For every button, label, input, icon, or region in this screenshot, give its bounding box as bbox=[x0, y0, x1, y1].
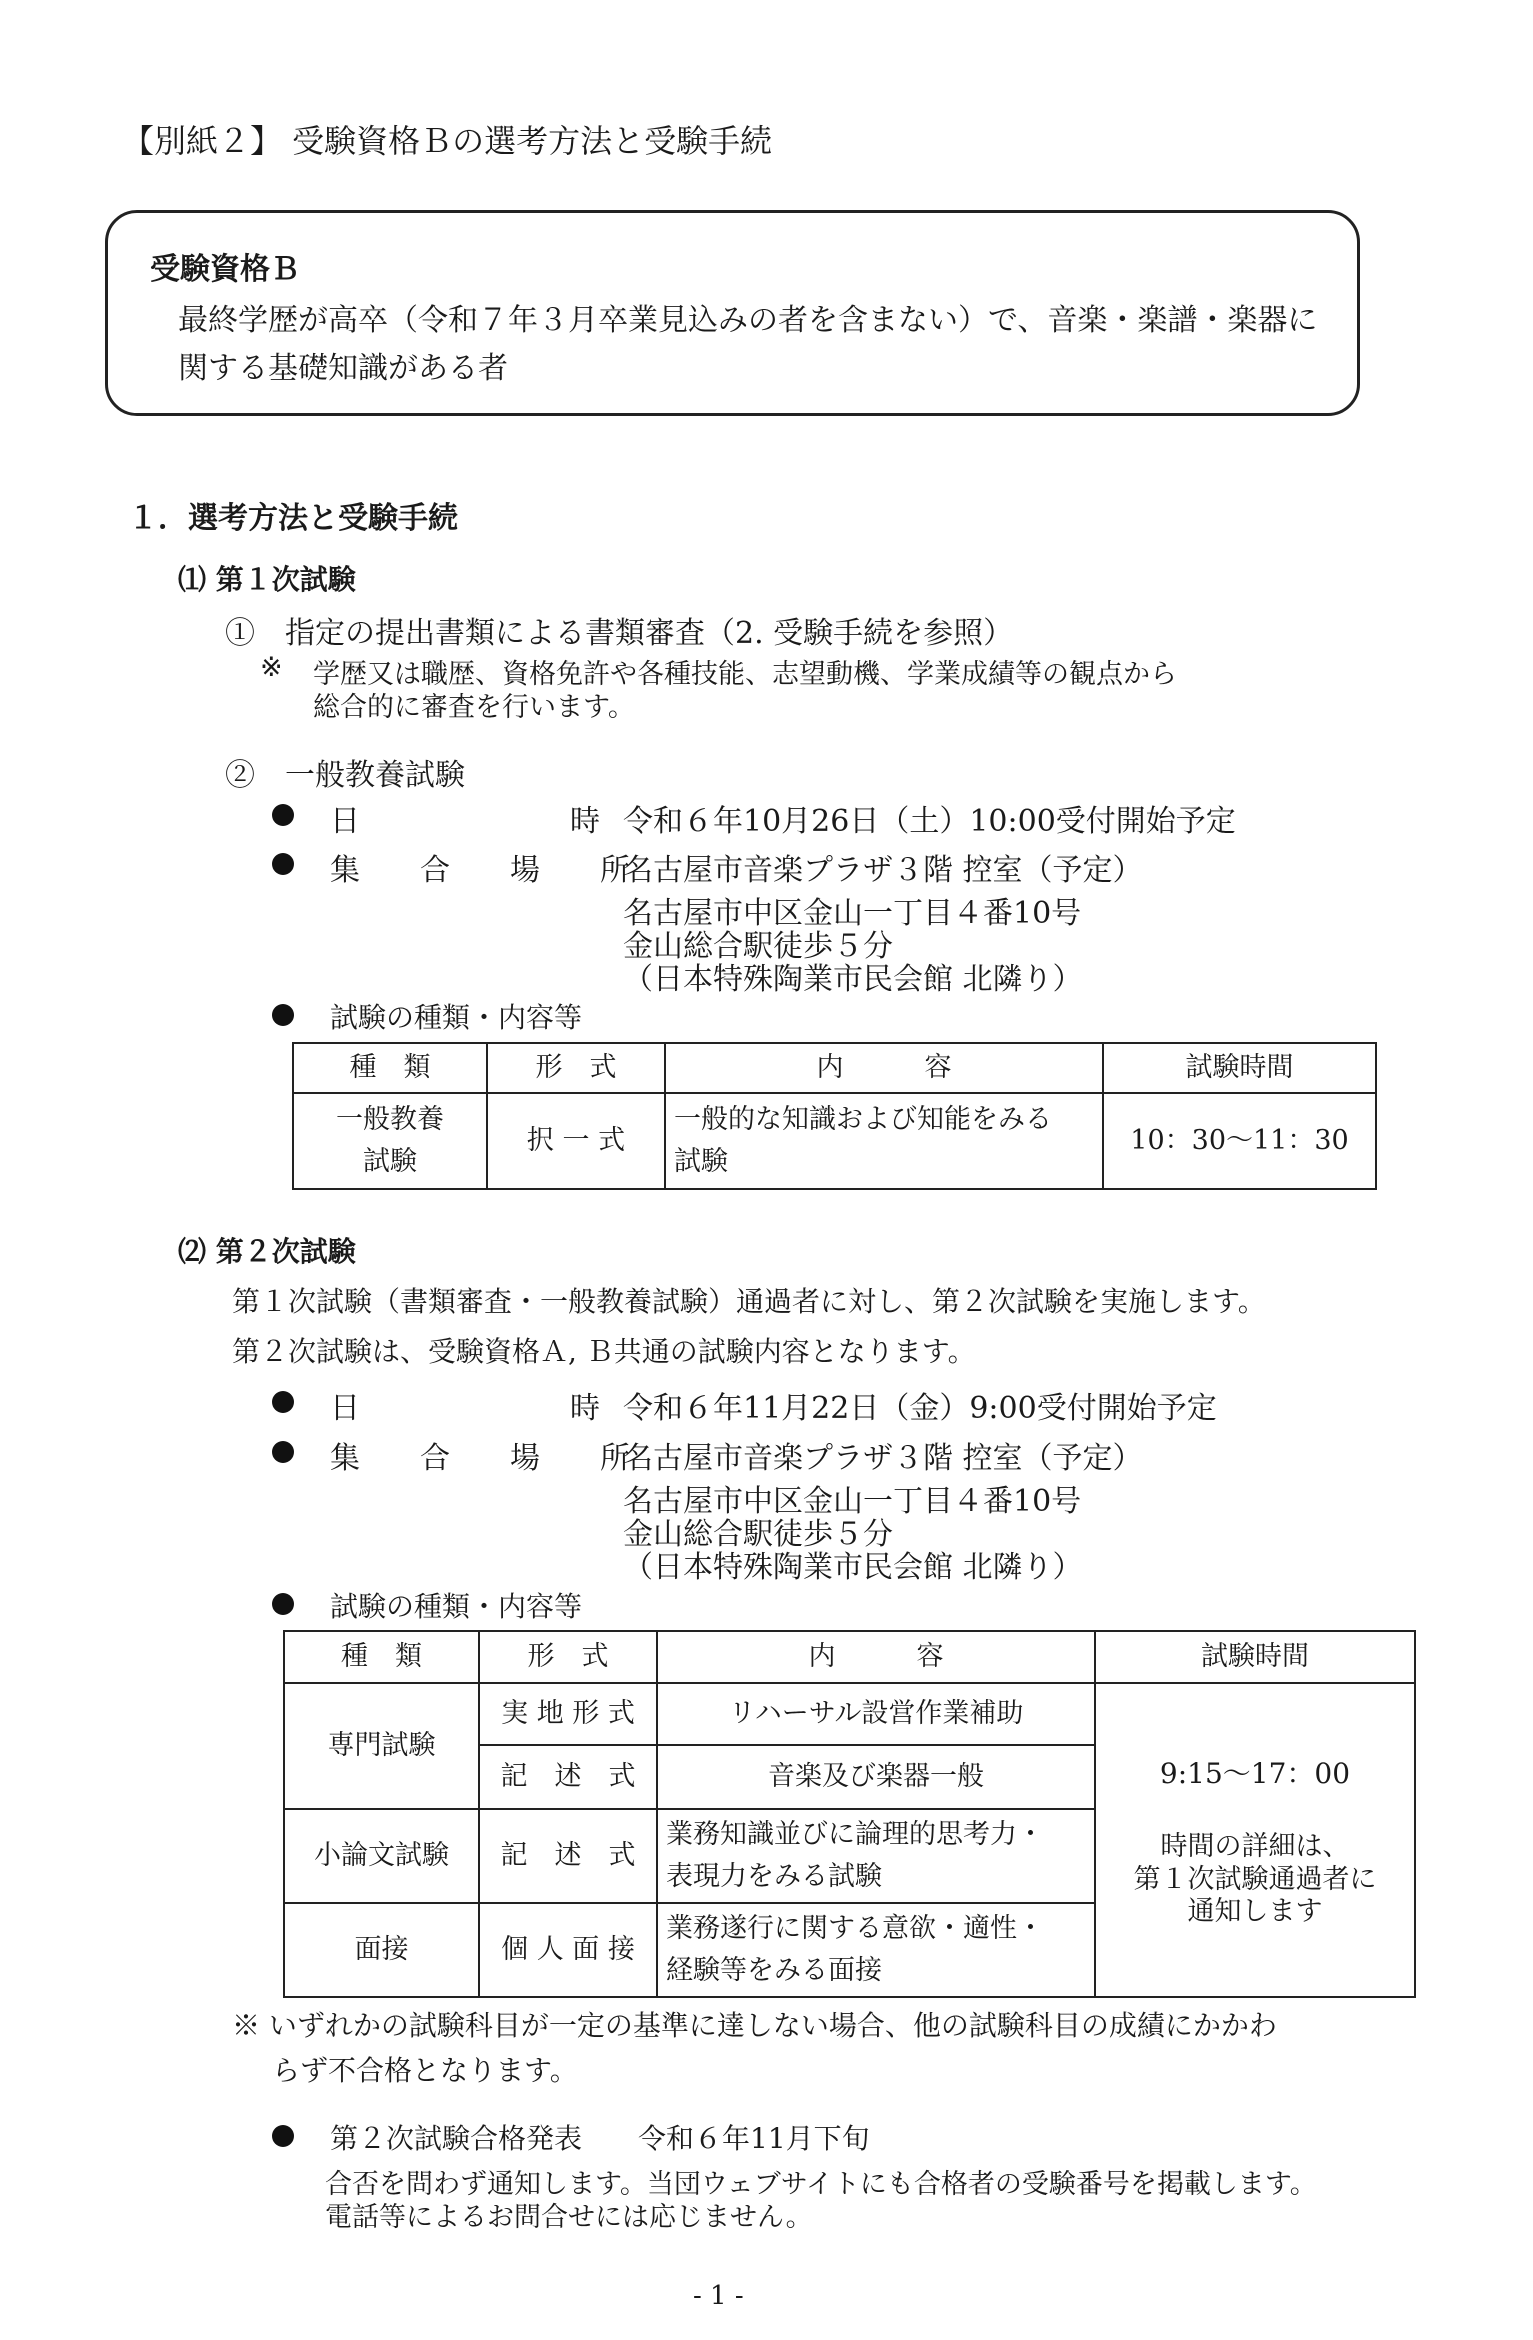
qualification-title: 受験資格Ｂ bbox=[150, 252, 300, 287]
table-cell bbox=[657, 1903, 1095, 1997]
time-note: 第１次試験通過者に bbox=[1133, 1863, 1377, 1895]
place-line: 名古屋市音楽プラザ３階 控室（予定） bbox=[623, 853, 1143, 888]
second-exam-table bbox=[283, 1630, 1416, 1998]
exam-content: 業務遂行に関する意欲・適性・ bbox=[666, 1913, 1044, 1945]
note-line2: 総合的に審査を行います。 bbox=[313, 692, 635, 723]
warning-line2: らず不合格となります。 bbox=[272, 2054, 578, 2087]
bullet-icon bbox=[272, 2125, 294, 2147]
place-line: 名古屋市中区金山一丁目４番10号 bbox=[623, 1484, 1082, 1519]
date-label: 日 時 bbox=[330, 1391, 600, 1426]
first-exam-heading: ⑴ 第１次試験 bbox=[178, 563, 356, 596]
date-value: 令和６年10月26日（土）10:00受付開始予定 bbox=[623, 804, 1236, 839]
table-row bbox=[284, 1683, 1415, 1745]
exam-content: 表現力をみる試験 bbox=[666, 1861, 882, 1892]
bullet-icon bbox=[272, 1593, 294, 1615]
table-header: 内 容 bbox=[657, 1631, 1095, 1683]
bullet-icon bbox=[272, 853, 294, 875]
place-line: 名古屋市中区金山一丁目４番10号 bbox=[623, 896, 1082, 931]
exam-format: 択 一 式 bbox=[487, 1093, 665, 1189]
bullet-icon bbox=[272, 1441, 294, 1463]
place-line: （日本特殊陶業市民会館 北隣り） bbox=[623, 1550, 1083, 1585]
exam-time: 9:15〜17：00 bbox=[1159, 1756, 1351, 1790]
exam-type: 試験 bbox=[363, 1146, 417, 1177]
table-cell bbox=[657, 1809, 1095, 1903]
exam-format: 記 述 式 bbox=[479, 1745, 657, 1809]
table-cell bbox=[293, 1093, 487, 1189]
second-exam-heading: ⑵ 第２次試験 bbox=[178, 1235, 356, 1268]
note-mark: ※ bbox=[260, 652, 283, 683]
note-line1: 学歴又は職歴、資格免許や各種技能、志望動機、学業成績等の観点から bbox=[313, 659, 1177, 690]
exam-format: 実 地 形 式 bbox=[479, 1683, 657, 1745]
table-header: 試験時間 bbox=[1095, 1631, 1415, 1683]
bullet-icon bbox=[272, 1004, 294, 1026]
section-heading: １．選考方法と受験手続 bbox=[128, 501, 458, 536]
warning-line1: ※ いずれかの試験科目が一定の基準に達しない場合、他の試験科目の成績にかかわ bbox=[232, 2009, 1277, 2042]
page-number: - 1 - bbox=[693, 2281, 744, 2311]
exam-types-label: 試験の種類・内容等 bbox=[330, 1590, 583, 1623]
table-header: 種 類 bbox=[284, 1631, 479, 1683]
exam-type: 面接 bbox=[284, 1903, 479, 1997]
qualification-text-line1: 最終学歴が高卒（令和７年３月卒業見込みの者を含まない）で、音楽・楽譜・楽器に bbox=[178, 303, 1318, 338]
place-line: 金山総合駅徒歩５分 bbox=[623, 1517, 893, 1552]
bullet-icon bbox=[272, 1391, 294, 1413]
exam-type: 一般教養 bbox=[336, 1104, 444, 1136]
table-header: 形 式 bbox=[487, 1043, 665, 1093]
page-title: 【別紙２】 受験資格Ｂの選考方法と受験手続 bbox=[122, 122, 773, 160]
table-cell bbox=[1095, 1683, 1415, 1997]
place-label: 集 合 場 所 bbox=[330, 1441, 630, 1476]
exam-content: 業務知識並びに論理的思考力・ bbox=[666, 1819, 1044, 1851]
table-row bbox=[293, 1093, 1376, 1189]
first-exam-table bbox=[292, 1042, 1377, 1190]
date-value: 令和６年11月22日（金）9:00受付開始予定 bbox=[623, 1391, 1217, 1426]
exam-types-label: 試験の種類・内容等 bbox=[330, 1001, 583, 1034]
table-header: 内 容 bbox=[665, 1043, 1103, 1093]
exam-content: リハーサル設営作業補助 bbox=[657, 1683, 1095, 1745]
table-cell bbox=[665, 1093, 1103, 1189]
exam-content: 一般的な知識および知能をみる bbox=[674, 1104, 1052, 1136]
date-label: 日 時 bbox=[330, 804, 600, 839]
second-exam-text-line1: 第１次試験（書類審査・一般教養試験）通過者に対し、第２次試験を実施します。 bbox=[232, 1285, 1266, 1318]
exam-type: 小論文試験 bbox=[284, 1809, 479, 1903]
place-label: 集 合 場 所 bbox=[330, 853, 630, 888]
table-header: 種 類 bbox=[293, 1043, 487, 1093]
exam-type: 専門試験 bbox=[284, 1683, 479, 1809]
time-note: 時間の詳細は、 bbox=[1160, 1831, 1350, 1863]
result-note-line2: 電話等によるお問合せには応じません。 bbox=[325, 2202, 813, 2233]
place-line: 金山総合駅徒歩５分 bbox=[623, 929, 893, 964]
exam-time: 10：30〜11：30 bbox=[1103, 1093, 1376, 1189]
table-header: 試験時間 bbox=[1103, 1043, 1376, 1093]
exam-format: 個 人 面 接 bbox=[479, 1903, 657, 1997]
exam-content: 音楽及び楽器一般 bbox=[657, 1745, 1095, 1809]
table-header: 形 式 bbox=[479, 1631, 657, 1683]
document-review-item: ① 指定の提出書類による書類審査（2. 受験手続を参照） bbox=[225, 616, 1014, 651]
exam-content: 経験等をみる面接 bbox=[666, 1955, 882, 1986]
result-note-line1: 合否を問わず通知します。当団ウェブサイトにも合格者の受験番号を掲載します。 bbox=[325, 2169, 1317, 2200]
general-exam-item: ② 一般教養試験 bbox=[225, 758, 465, 793]
exam-format: 記 述 式 bbox=[479, 1809, 657, 1903]
second-exam-text-line2: 第２次試験は、受験資格Ａ, Ｂ共通の試験内容となります。 bbox=[232, 1335, 976, 1368]
time-note: 通知します bbox=[1187, 1895, 1323, 1927]
qualification-text-line2: 関する基礎知識がある者 bbox=[178, 351, 508, 386]
place-line: （日本特殊陶業市民会館 北隣り） bbox=[623, 962, 1083, 997]
place-line: 名古屋市音楽プラザ３階 控室（予定） bbox=[623, 1441, 1143, 1476]
exam-content: 試験 bbox=[674, 1146, 728, 1177]
result-announcement: 第２次試験合格発表 令和６年11月下旬 bbox=[330, 2122, 870, 2155]
bullet-icon bbox=[272, 804, 294, 826]
